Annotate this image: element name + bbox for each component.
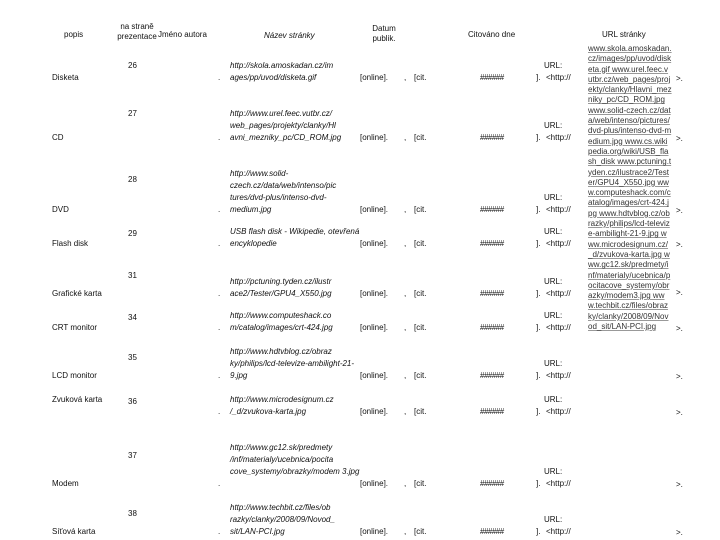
cit-text: [cit. [414,371,427,380]
url-label: URL: [544,515,563,524]
url-label: URL: [544,61,563,70]
comma: , [404,527,407,536]
hash-value: ###### [480,527,504,536]
url-open: <http:// [546,239,571,248]
url-close: ]. [536,407,541,416]
dot: . [218,205,221,214]
dot: . [218,133,221,142]
comma: , [404,205,407,214]
url-open: <http:// [546,73,571,82]
header-citovano: Citováno dne [468,30,516,39]
url-gt: >. [676,134,683,143]
url-open: <http:// [546,323,571,332]
cit-text: [cit. [414,289,427,298]
url-close: ]. [536,371,541,380]
dot: . [218,527,221,536]
comma: , [404,239,407,248]
hash-value: ###### [480,133,504,142]
comma: , [404,73,407,82]
comma: , [404,133,407,142]
table-row [0,108,720,148]
header-datum: Datum publik. [372,24,396,43]
page-number: 27 [128,109,137,118]
link-text: http://skola.amoskadan.cz/im ages/pp/uvod/disketa.gif [230,61,334,82]
page-number: 26 [128,61,137,70]
url-close: ]. [536,323,541,332]
url-close: ]. [536,289,541,298]
comma: , [404,371,407,380]
url-label: URL: [544,193,563,202]
cit-text: [cit. [414,527,427,536]
url-close: ]. [536,73,541,82]
url-gt: >. [676,288,683,297]
table-row [0,442,720,492]
dot: . [218,289,221,298]
url-label: URL: [544,359,563,368]
table-row [0,226,720,252]
comma: , [404,289,407,298]
table-row [0,270,720,302]
link-text: http://www.solid-czech.cz/data/web/intenso/pic tures/dvd-plus/intenso-dvd-medium.jpg [230,169,337,214]
online-text: [online]. [360,323,389,332]
table-row [0,394,720,420]
cit-text: [cit. [414,323,427,332]
page-number: 29 [128,229,137,238]
dot: . [218,479,221,488]
link-text: http://www.techbit.cz/files/ob razky/clanky/2008/09/Novod_ sit/LAN-PCI.jpg [230,503,335,536]
page-number: 28 [128,175,137,184]
url-open: <http:// [546,527,571,536]
header-popis: popis [64,30,84,39]
url-close: ]. [536,479,541,488]
hash-value: ###### [480,323,504,332]
popis-label: CRT monitor [52,323,98,332]
url-gt: >. [676,372,683,381]
url-close: ]. [536,205,541,214]
cit-text: [cit. [414,407,427,416]
link-text: http://www.microdesignum.cz /_d/zvukova-karta.jpg [230,395,334,416]
popis-label: Modem [52,479,79,488]
url-label: URL: [544,277,563,286]
url-close: ]. [536,527,541,536]
dot: . [218,73,221,82]
url-open: <http:// [546,289,571,298]
dot: . [218,323,221,332]
hash-value: ###### [480,289,504,298]
url-label: URL: [544,311,563,320]
link-text: http://www.computeshack.co m/catalog/images/crt-424.jpg [230,311,333,332]
popis-label: Zvuková karta [52,395,103,404]
url-column-text[interactable]: www.skola.amoskadan.cz/images/pp/uvod/disketa.gif www.urel.feec.vutbr.cz/web_pages/projekty/clanky/Hlavni_mezniky_pc/CD_ROM.jpg www.solid-czech.cz/data/web/intenso/pictures/dvd-plus/intenso-dvd-medium.jpg www.cs.wikipedia.org/wiki/USB_flash_disk www.pctuning.tyden.cz/ilustrace2/Tester/GPU4_X550.jpg www.computeshack.com/catalog/images/crt-424.jpg www.hdtvblog.cz/obrazky/philips/lcd-televize-ambilight-21-9.jpg www.microdesignum.cz/_d/zvukova-karta.jpg www.gc12.sk/predmety/inf/materialy/ucebnica/pocitacove_systemy/obrazky/modem3.jpg www.techbit.cz/files/obrazky/clanky/2008/09/Novod_sit/LAN-PCI.jpg [588,44,672,332]
popis-label: DVD [52,205,69,214]
page-number: 34 [128,313,137,322]
table-row [0,168,720,218]
url-gt: >. [676,240,683,249]
comma: , [404,407,407,416]
popis-label: Grafické karta [52,289,102,298]
online-text: [online]. [360,479,389,488]
table-row [0,310,720,336]
url-open: <http:// [546,479,571,488]
link-text: USB flash disk - Wikipedie, otevřená encyklopedie [230,227,360,248]
header-autor: Jméno autora [158,30,207,39]
popis-label: LCD monitor [52,371,97,380]
cit-text: [cit. [414,239,427,248]
url-label: URL: [544,227,563,236]
table-row [0,502,720,540]
link-text: http://www.urel.feec.vutbr.cz/ web_pages/projekty/clanky/Hl avni_mezniky_pc/CD_ROM.jpg [230,109,342,142]
hash-value: ###### [480,239,504,248]
online-text: [online]. [360,205,389,214]
url-close: ]. [536,133,541,142]
dot: . [218,371,221,380]
table-row [0,60,720,90]
header-na-strane: na straně prezentace [117,22,157,41]
online-text: [online]. [360,289,389,298]
hash-value: ###### [480,407,504,416]
page-number: 37 [128,451,137,460]
page-number: 38 [128,509,137,518]
cit-text: [cit. [414,73,427,82]
comma: , [404,479,407,488]
link-text: http://www.gc12.sk/predmety /inf/materialy/ucebnica/pocita cove_systemy/obrazky/modem 3.jpg [230,443,360,476]
online-text: [online]. [360,527,389,536]
online-text: [online]. [360,73,389,82]
url-label: URL: [544,467,563,476]
url-open: <http:// [546,205,571,214]
hash-value: ###### [480,205,504,214]
page-number: 35 [128,353,137,362]
online-text: [online]. [360,239,389,248]
url-open: <http:// [546,407,571,416]
popis-label: Flash disk [52,239,89,248]
page-number: 36 [128,397,137,406]
page-number: 31 [128,271,137,280]
popis-label: Síťová karta [52,527,96,536]
header-url: URL stránky [602,30,646,39]
url-open: <http:// [546,133,571,142]
url-gt: >. [676,480,683,489]
cit-text: [cit. [414,479,427,488]
hash-value: ###### [480,371,504,380]
url-label: URL: [544,395,563,404]
dot: . [218,407,221,416]
url-gt: >. [676,324,683,333]
online-text: [online]. [360,407,389,416]
url-label: URL: [544,121,563,130]
popis-label: CD [52,133,64,142]
cit-text: [cit. [414,133,427,142]
popis-label: Disketa [52,73,79,82]
link-text: http://pctuning.tyden.cz/ilustr ace2/Tester/GPU4_X550.jpg [230,277,332,298]
cit-text: [cit. [414,205,427,214]
link-text: http://www.hdtvblog.cz/obraz ky/philips/lcd-televize-ambilight-21-9.jpg [230,347,355,380]
url-gt: >. [676,206,683,215]
online-text: [online]. [360,133,389,142]
hash-value: ###### [480,479,504,488]
header-nazev: Název stránky [264,31,315,40]
online-text: [online]. [360,371,389,380]
url-gt: >. [676,408,683,417]
table-row [0,346,720,386]
url-open: <http:// [546,371,571,380]
url-gt: >. [676,528,683,537]
comma: , [404,323,407,332]
url-close: ]. [536,239,541,248]
url-gt: >. [676,74,683,83]
hash-value: ###### [480,73,504,82]
dot: . [218,239,221,248]
